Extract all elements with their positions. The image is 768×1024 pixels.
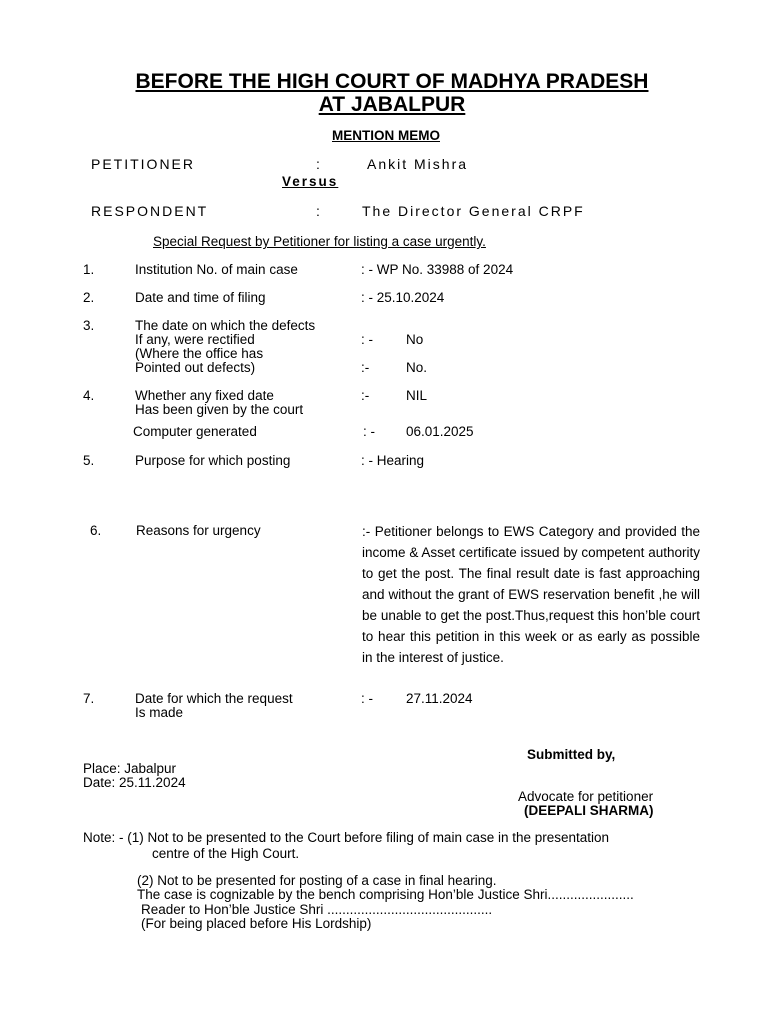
place-line: Place: Jabalpur (83, 761, 177, 776)
item-7-separator: : - (361, 691, 373, 706)
item-5-label: Purpose for which posting (135, 453, 291, 468)
item-7-value: 27.11.2024 (406, 691, 473, 706)
item-7-label-line2: Is made (135, 705, 184, 720)
court-title-line2: AT JABALPUR (318, 93, 466, 116)
computer-generated-value: 06.01.2025 (406, 424, 474, 439)
item-3-value-1: No (406, 332, 424, 347)
item-3-label-line2: If any, were rectified (135, 332, 255, 347)
item-1-value: : - WP No. 33988 of 2024 (361, 262, 514, 277)
note-line-4: The case is cognizable by the bench comprising Hon’ble Justice Shri....................... (137, 887, 634, 902)
item-3-separator-2: :- (361, 360, 370, 375)
item-3-label-line1: The date on which the defects (135, 318, 316, 333)
petitioner-label: PETITIONER (91, 156, 196, 172)
item-3-separator-1: : - (361, 332, 373, 347)
item-3-label-line4: Pointed out defects) (135, 360, 256, 375)
memo-title: MENTION MEMO (332, 128, 440, 143)
versus-label: Versus (282, 174, 339, 189)
item-3-label-line3: (Where the office has (135, 346, 264, 361)
special-request-heading: Special Request by Petitioner for listing a case urgently. (153, 234, 486, 249)
item-4-value: NIL (406, 388, 428, 403)
advocate-name: (DEEPALI SHARMA) (524, 803, 654, 818)
item-5-value: : - Hearing (361, 453, 425, 468)
item-4-separator: :- (361, 388, 370, 403)
note-line-2: centre of the High Court. (152, 846, 300, 861)
item-4-number: 4. (83, 388, 95, 403)
computer-generated-label: Computer generated (133, 424, 257, 439)
item-2-number: 2. (83, 290, 95, 305)
note-line-5: Reader to Hon’ble Justice Shri ............................................ (141, 902, 493, 917)
computer-generated-separator: : - (363, 424, 375, 439)
item-1-number: 1. (83, 262, 95, 277)
item-5-number: 5. (83, 453, 95, 468)
item-6-number: 6. (90, 523, 102, 538)
petitioner-name: Ankit Mishra (367, 156, 469, 172)
advocate-label: Advocate for petitioner (518, 789, 654, 804)
petitioner-separator: : (316, 156, 322, 172)
item-3-value-2: No. (406, 360, 428, 375)
item-2-label: Date and time of filing (135, 290, 266, 305)
item-4-label-line2: Has been given by the court (135, 402, 304, 417)
note-line-1: Note: - (1) Not to be presented to the Court before filing of main case in the presentation (83, 830, 610, 845)
item-7-number: 7. (83, 691, 95, 706)
date-line: Date: 25.11.2024 (83, 775, 186, 790)
respondent-separator: : (316, 203, 322, 219)
note-line-6: (For being placed before His Lordship) (141, 916, 372, 931)
item-6-label: Reasons for urgency (136, 523, 261, 538)
item-7-label-line1: Date for which the request (135, 691, 293, 706)
item-2-value: : - 25.10.2024 (361, 290, 445, 305)
item-4-label-line1: Whether any fixed date (135, 388, 274, 403)
item-6-reason-text: :- Petitioner belongs to EWS Category and provided the income & Asset certificate issued by competent authority to get the post. The final result date is fast approaching and without the grant of EWS reservation benefit ,he will be unable to get the post.Thus,request this hon’ble court to hear this petition in this week or as early as possible in the interest of justice. (362, 524, 700, 665)
item-3-number: 3. (83, 318, 95, 333)
item-1-label: Institution No. of main case (135, 262, 298, 277)
submitted-by-label: Submitted by, (527, 747, 616, 762)
court-title-line1: BEFORE THE HIGH COURT OF MADHYA PRADESH (135, 70, 649, 93)
respondent-name: The Director General CRPF (362, 203, 585, 219)
respondent-label: RESPONDENT (91, 203, 209, 219)
note-line-3: (2) Not to be presented for posting of a case in final hearing. (137, 873, 497, 888)
